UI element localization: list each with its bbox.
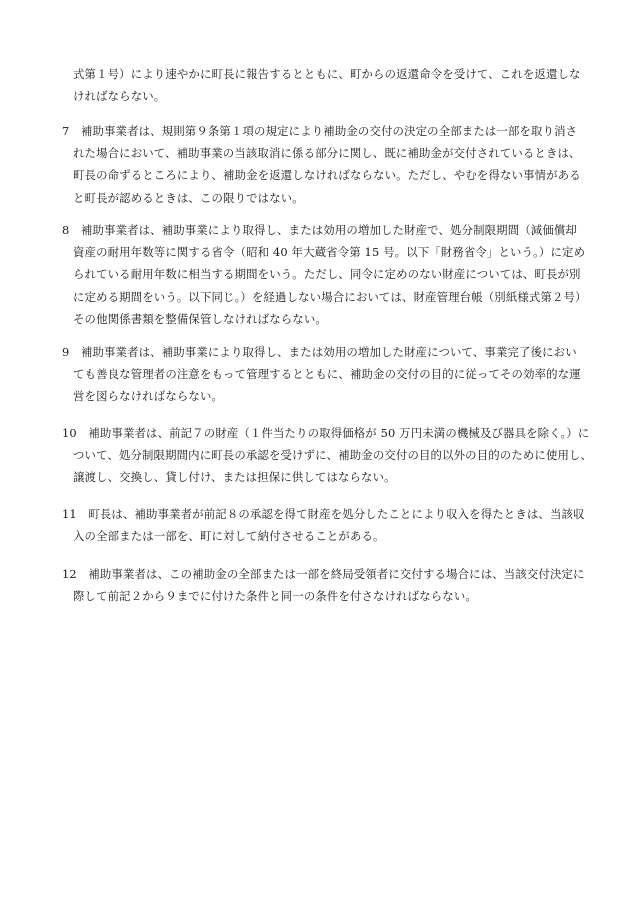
text-line: に定める期間をいう。以下同じ。）を経過しない場合においては、財産管理台帳（別紙様式第２号）: [73, 289, 587, 304]
text-line: ければならない。: [73, 89, 166, 104]
paragraph-6-continuation: [62, 63, 617, 107]
text-line: 町長の命ずるところにより、補助金を返還しなければならない。ただし、やむを得ない事情がある: [73, 168, 581, 183]
text-line: その他関係書類を整備保管しなければならない。: [73, 311, 327, 326]
text-line: 入の全部または一部を、町に対して納付させることがある。: [73, 529, 385, 544]
text-line: 営を図らなければならない。: [73, 389, 224, 404]
paragraph-12: [62, 563, 617, 607]
text-line: 8 補助事業者は、補助事業により取得し、または効用の増加した財産で、処分制限期間（減価償却: [62, 223, 577, 237]
text-line: 資産の耐用年数等に関する省令（昭和 40 年大蔵省令第 15 号。以下「財務省令」という。）に定め: [73, 245, 586, 260]
text-line: ても善良な管理者の注意をもって管理するとともに、補助金の交付の目的に従ってその効率的な運: [73, 367, 581, 382]
text-line: 譲渡し、交換し、貸し付け、または担保に供してはならない。: [73, 470, 396, 485]
text-line: 式第１号）により速やかに町長に報告するとともに、町からの返還命令を受けて、これを返還しな: [73, 67, 581, 81]
text-line: 12 補助事業者は、この補助金の全部または一部を終局受領者に交付する場合には、当該交付決定に: [62, 567, 585, 581]
paragraph-10: [62, 422, 617, 489]
paragraph-11: [62, 503, 617, 547]
text-line: れた場合において、補助事業の当該取消に係る部分に関し、既に補助金が交付されているときは、: [73, 146, 581, 161]
text-line: 11 町長は、補助事業者が前記８の承認を得て財産を処分したことにより収入を得たときは、当該収: [62, 507, 585, 521]
text-line: と町長が認めるときは、この限りではない。: [73, 190, 304, 205]
paragraph-8: [62, 219, 617, 330]
text-line: 際して前記２から９までに付けた条件と同一の条件を付さなければならない。: [73, 589, 477, 604]
text-line: 7 補助事業者は、規則第９条第１項の規定により補助金の交付の決定の全部または一部を取り消さ: [62, 124, 578, 138]
paragraph-9: [62, 341, 617, 408]
paragraph-7: [62, 120, 617, 209]
text-line: 9 補助事業者は、補助事業により取得し、または効用の増加した財産について、事業完了後におい: [62, 345, 577, 359]
text-line: 10 補助事業者は、前記７の財産（１件当たりの取得価格が 50 万円未満の機械及び器具を除く。）に: [62, 426, 590, 440]
text-line: ついて、処分制限期間内に町長の承認を受けずに、補助金の交付の目的以外の目的のために使用し、: [73, 448, 593, 463]
text-line: られている耐用年数に相当する期間をいう。ただし、同令に定めのない財産については、町長が別: [73, 267, 581, 282]
